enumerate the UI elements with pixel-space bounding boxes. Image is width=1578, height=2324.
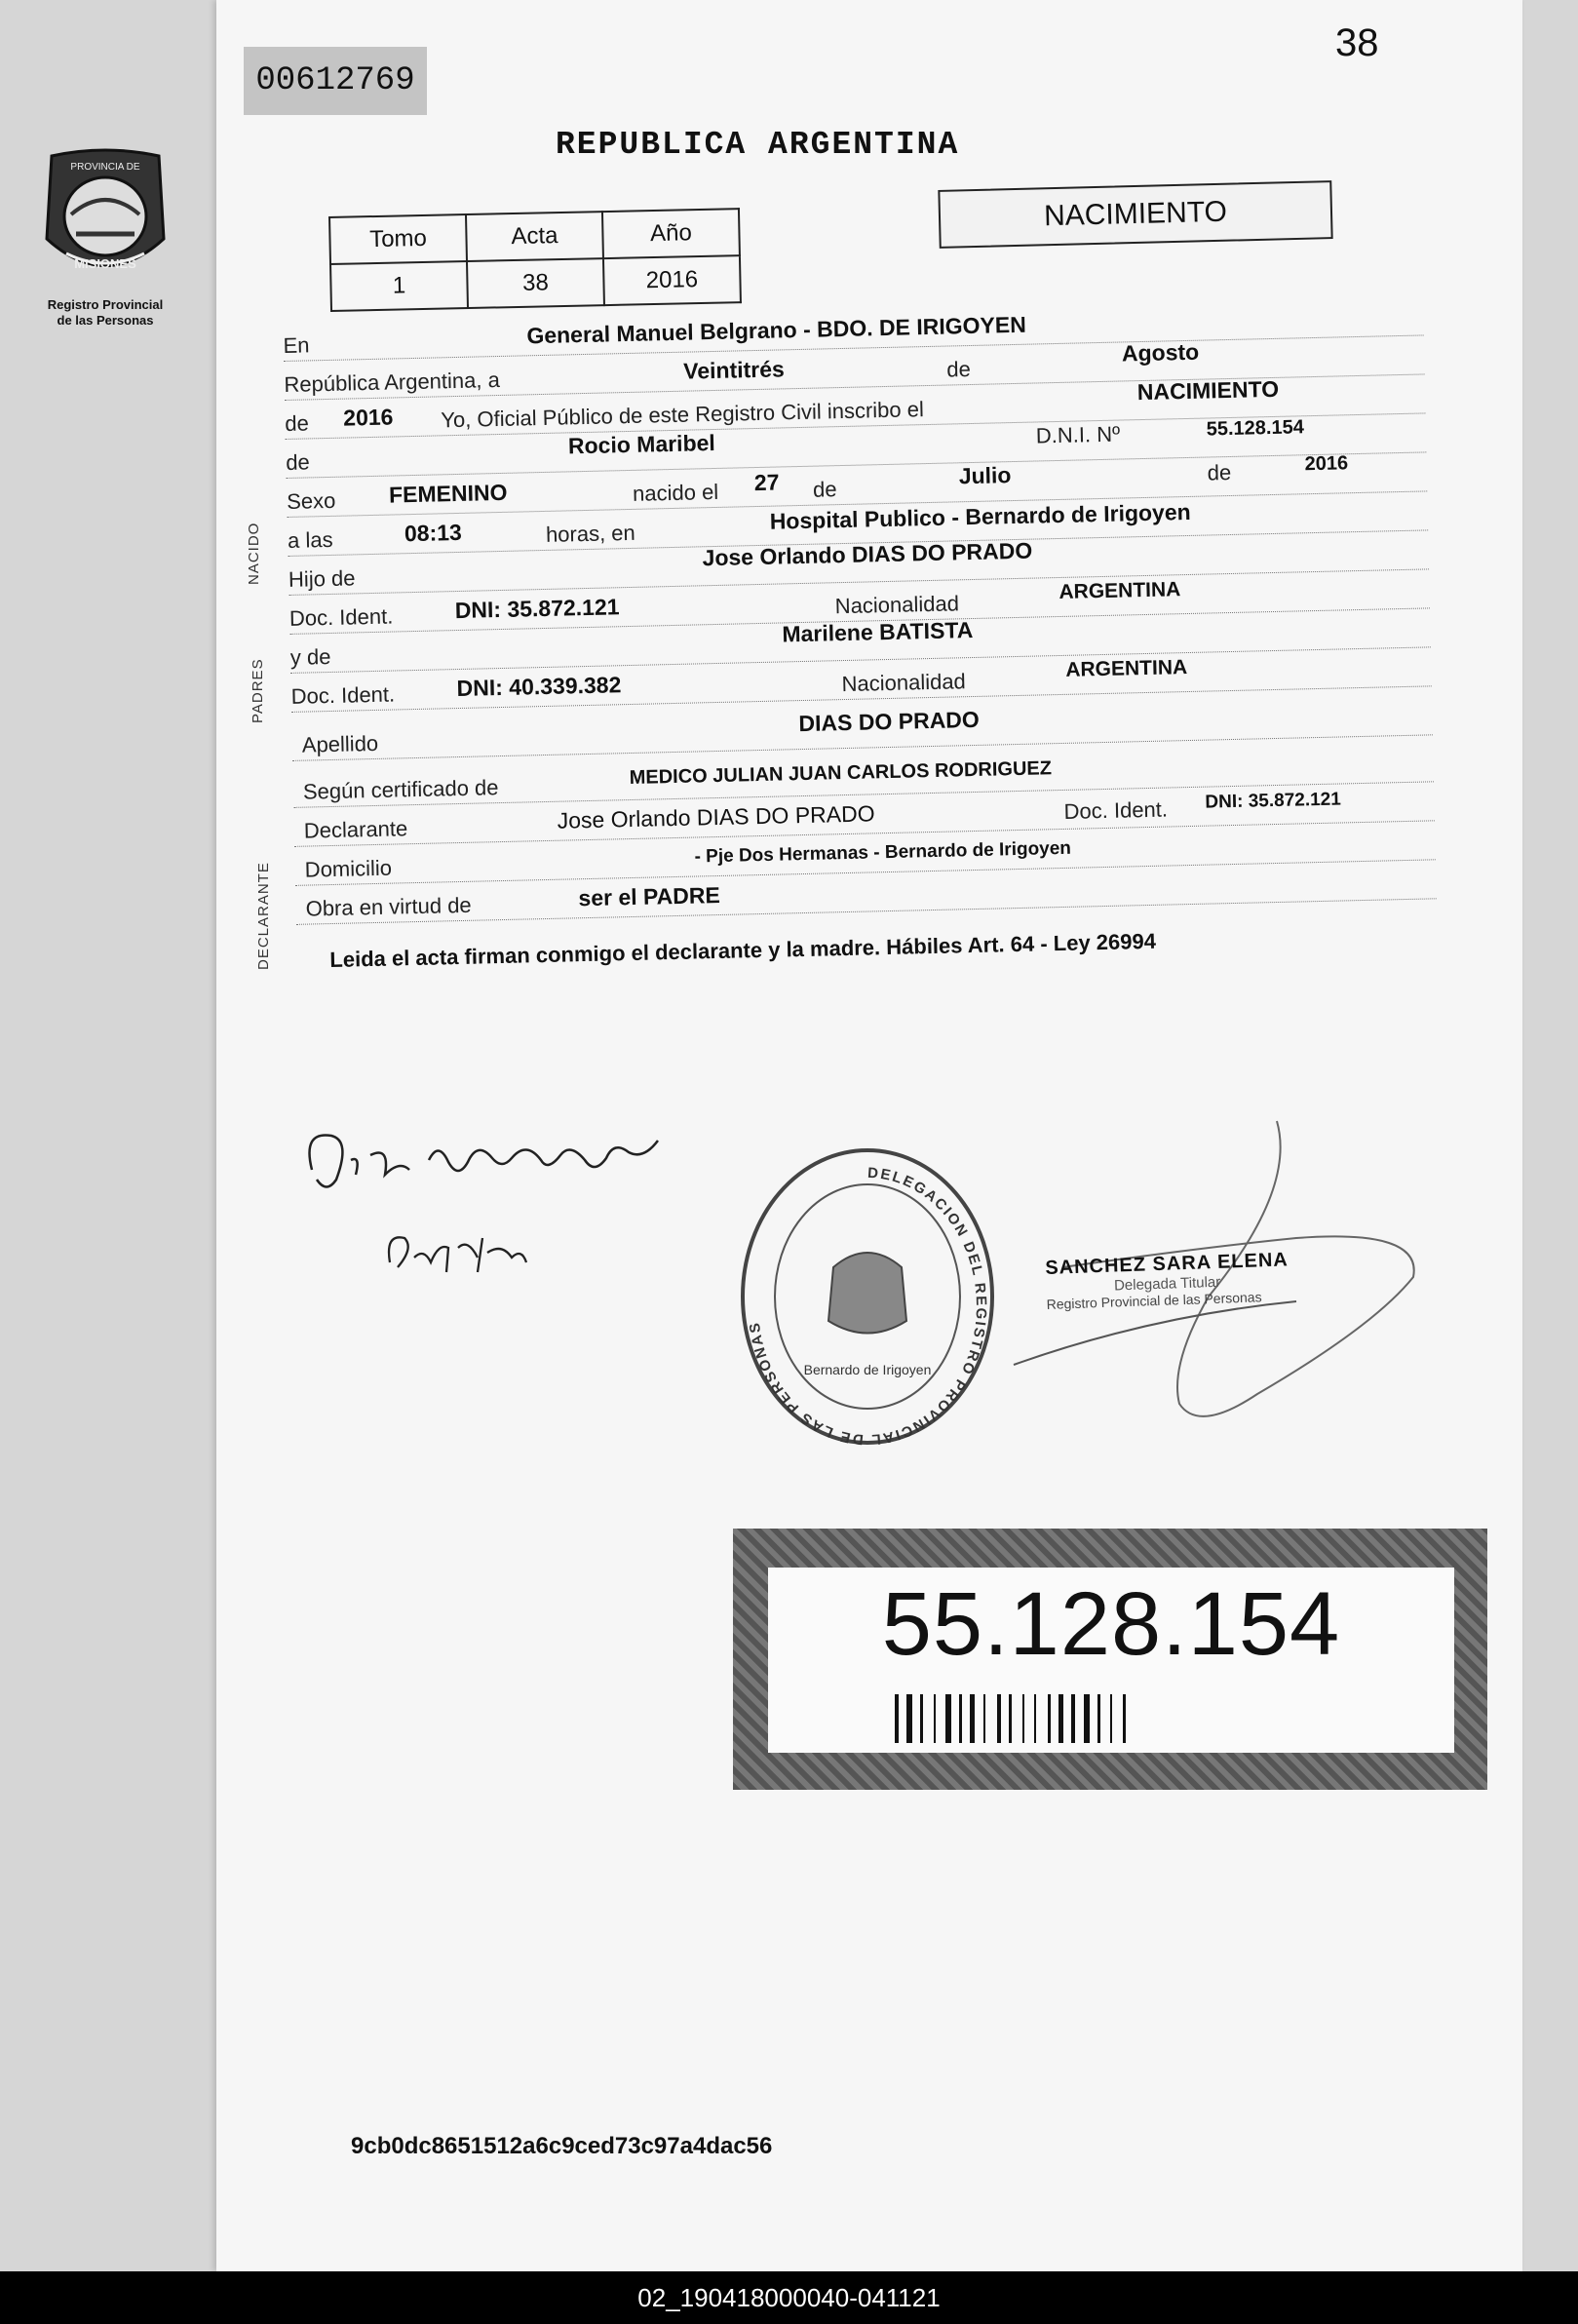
value-certificate: MEDICO JULIAN JUAN CARLOS RODRIGUEZ (629, 757, 1053, 790)
barcode-bar (1071, 1694, 1075, 1743)
birth-record-form (283, 295, 1448, 1024)
official-role: Delegada Titular (1113, 1273, 1221, 1295)
label-doc-ident-mother: Doc. Ident. (290, 681, 396, 709)
barcode-number: 55.128.154 (881, 1574, 1341, 1674)
barcode-bar (997, 1694, 1001, 1743)
barcode-bar (1034, 1694, 1036, 1743)
seal-center-text: Bernardo de Irigoyen (803, 1362, 932, 1377)
label-segun: Según certificado de (302, 775, 499, 804)
value-declarant-doc: DNI: 35.872.121 (1205, 789, 1342, 813)
barcode-bar (1097, 1694, 1100, 1743)
barcode-bar (906, 1694, 912, 1743)
label-hijo-de: Hijo de (288, 565, 356, 592)
value-mother-nationality: ARGENTINA (1065, 656, 1188, 681)
barcode-bar (970, 1694, 975, 1743)
value-ano: 2016 (603, 255, 741, 305)
official-name: SANCHEZ SARA ELENA (1045, 1249, 1289, 1279)
barcode-label-panel (768, 1568, 1454, 1753)
value-place: General Manuel Belgrano - BDO. DE IRIGOYEN (526, 311, 1027, 349)
label-a-las: a las (287, 526, 333, 553)
barcode-bar (1009, 1694, 1012, 1743)
label-doc-ident-father: Doc. Ident. (289, 603, 394, 631)
barcode-bar (1022, 1694, 1024, 1743)
value-acta: 38 (467, 258, 604, 308)
barcode-bar (959, 1694, 962, 1743)
value-father-nationality: ARGENTINA (1058, 578, 1181, 603)
label-horas: horas, en (545, 520, 636, 547)
label-declarante: Declarante (303, 816, 408, 843)
barcode-bar (895, 1694, 899, 1743)
official-office: Registro Provincial de las Personas (1046, 1289, 1262, 1312)
label-domicilio: Domicilio (304, 855, 393, 882)
registry-caption-line1: Registro Provincial (47, 297, 164, 312)
label-de: de (946, 357, 972, 382)
value-declarant: Jose Orlando DIAS DO PRADO (557, 800, 875, 833)
label-doc-ident-declarant: Doc. Ident. (1063, 796, 1169, 824)
value-mother-name: Marilene BATISTA (782, 617, 974, 647)
value-child-dni: 55.128.154 (1206, 416, 1305, 441)
side-label-padres: PADRES (250, 658, 266, 723)
seal-ring-text: DELEGACION DEL REGISTRO PROVINCIAL DE LAS PERSONAS (746, 1164, 990, 1449)
value-child-name: Rocio Maribel (567, 429, 716, 459)
value-tomo: 1 (330, 261, 468, 311)
father-signature (292, 1102, 721, 1316)
provincial-emblem-icon (27, 146, 183, 292)
barcode-label (733, 1529, 1487, 1790)
label-nacionalidad-mother: Nacionalidad (841, 669, 967, 697)
barcode-bar (920, 1694, 923, 1743)
header-acta: Acta (466, 212, 603, 261)
footer-file-id: 02_190418000040-041121 (0, 2271, 1578, 2324)
emblem-bottom-text: MISIONES (74, 256, 136, 271)
record-table-values (330, 255, 741, 311)
document-heading: REPUBLICA ARGENTINA (556, 127, 960, 163)
side-label-nacido: NACIDO (246, 522, 262, 585)
barcode-bar (1110, 1694, 1112, 1743)
value-capacity: ser el PADRE (578, 881, 721, 911)
value-birth-month: Julio (958, 462, 1012, 489)
value-father-doc: DNI: 35.872.121 (454, 594, 620, 624)
label-nacido: nacido el (632, 479, 719, 506)
side-label-declarante: DECLARANTE (255, 862, 272, 970)
value-birth-year: 2016 (1304, 452, 1349, 476)
barcode-bar (1048, 1694, 1051, 1743)
label-de-year: de (285, 410, 310, 436)
label-apellido: Apellido (301, 730, 379, 757)
label-y-de: y de (289, 643, 331, 670)
value-day-words: Veintitrés (682, 356, 786, 384)
value-surname: DIAS DO PRADO (798, 706, 981, 737)
value-address: - Pje Dos Hermanas - Bernardo de Irigoyen (694, 837, 1072, 868)
header-tomo: Tomo (329, 214, 467, 264)
value-event: NACIMIENTO (1136, 375, 1280, 406)
label-de-birth: de (812, 477, 837, 502)
label-obra: Obra en virtud de (305, 892, 472, 921)
record-kind-box: NACIMIENTO (938, 180, 1332, 249)
value-year: 2016 (342, 404, 394, 431)
barcode-bar (983, 1694, 985, 1743)
barcode-bar (1084, 1694, 1090, 1743)
header-ano: Año (602, 209, 740, 258)
label-sexo: Sexo (286, 487, 336, 514)
label-republica: República Argentina, a (284, 367, 501, 397)
value-birth-place: Hospital Publico - Bernardo de Irigoyen (769, 498, 1191, 534)
label-official-text: Yo, Oficial Público de este Registro Civil inscribo el (441, 397, 925, 433)
value-birth-day: 27 (753, 469, 780, 496)
label-dni: D.N.I. Nº (1035, 421, 1121, 448)
value-father-name: Jose Orlando DIAS DO PRADO (702, 537, 1033, 571)
barcode-bar (1058, 1694, 1063, 1743)
barcode-bar (934, 1694, 936, 1743)
value-mother-doc: DNI: 40.339.382 (456, 672, 622, 702)
registry-caption-line2: de las Personas (57, 313, 154, 328)
label-en: En (283, 332, 310, 358)
official-stamp (1045, 1249, 1289, 1312)
barcode-bar (945, 1694, 951, 1743)
folio-number: 38 (1335, 21, 1379, 64)
emblem-top-text: PROVINCIA DE (70, 162, 140, 173)
document-hash: 9cb0dc8651512a6c9ced73c97a4dac56 (351, 2133, 773, 2159)
barcode-bar (1123, 1694, 1126, 1743)
registry-seal (736, 1141, 999, 1452)
closing-statement: Leida el acta firman conmigo el declarante y la madre. Hábiles Art. 64 - Ley 26994 (329, 928, 1157, 972)
value-birth-time: 08:13 (404, 519, 463, 547)
record-table (328, 208, 742, 312)
barcode-bars-icon (895, 1694, 1324, 1743)
value-sex: FEMENINO (388, 479, 508, 508)
registry-caption (27, 297, 183, 329)
label-nacionalidad-father: Nacionalidad (834, 591, 960, 619)
value-month: Agosto (1121, 338, 1200, 367)
record-table-header (329, 209, 740, 264)
label-de-name: de (285, 449, 311, 475)
label-de-birth-year: de (1207, 459, 1232, 485)
registry-logo (27, 146, 183, 329)
serial-number: 00612769 (244, 47, 427, 115)
